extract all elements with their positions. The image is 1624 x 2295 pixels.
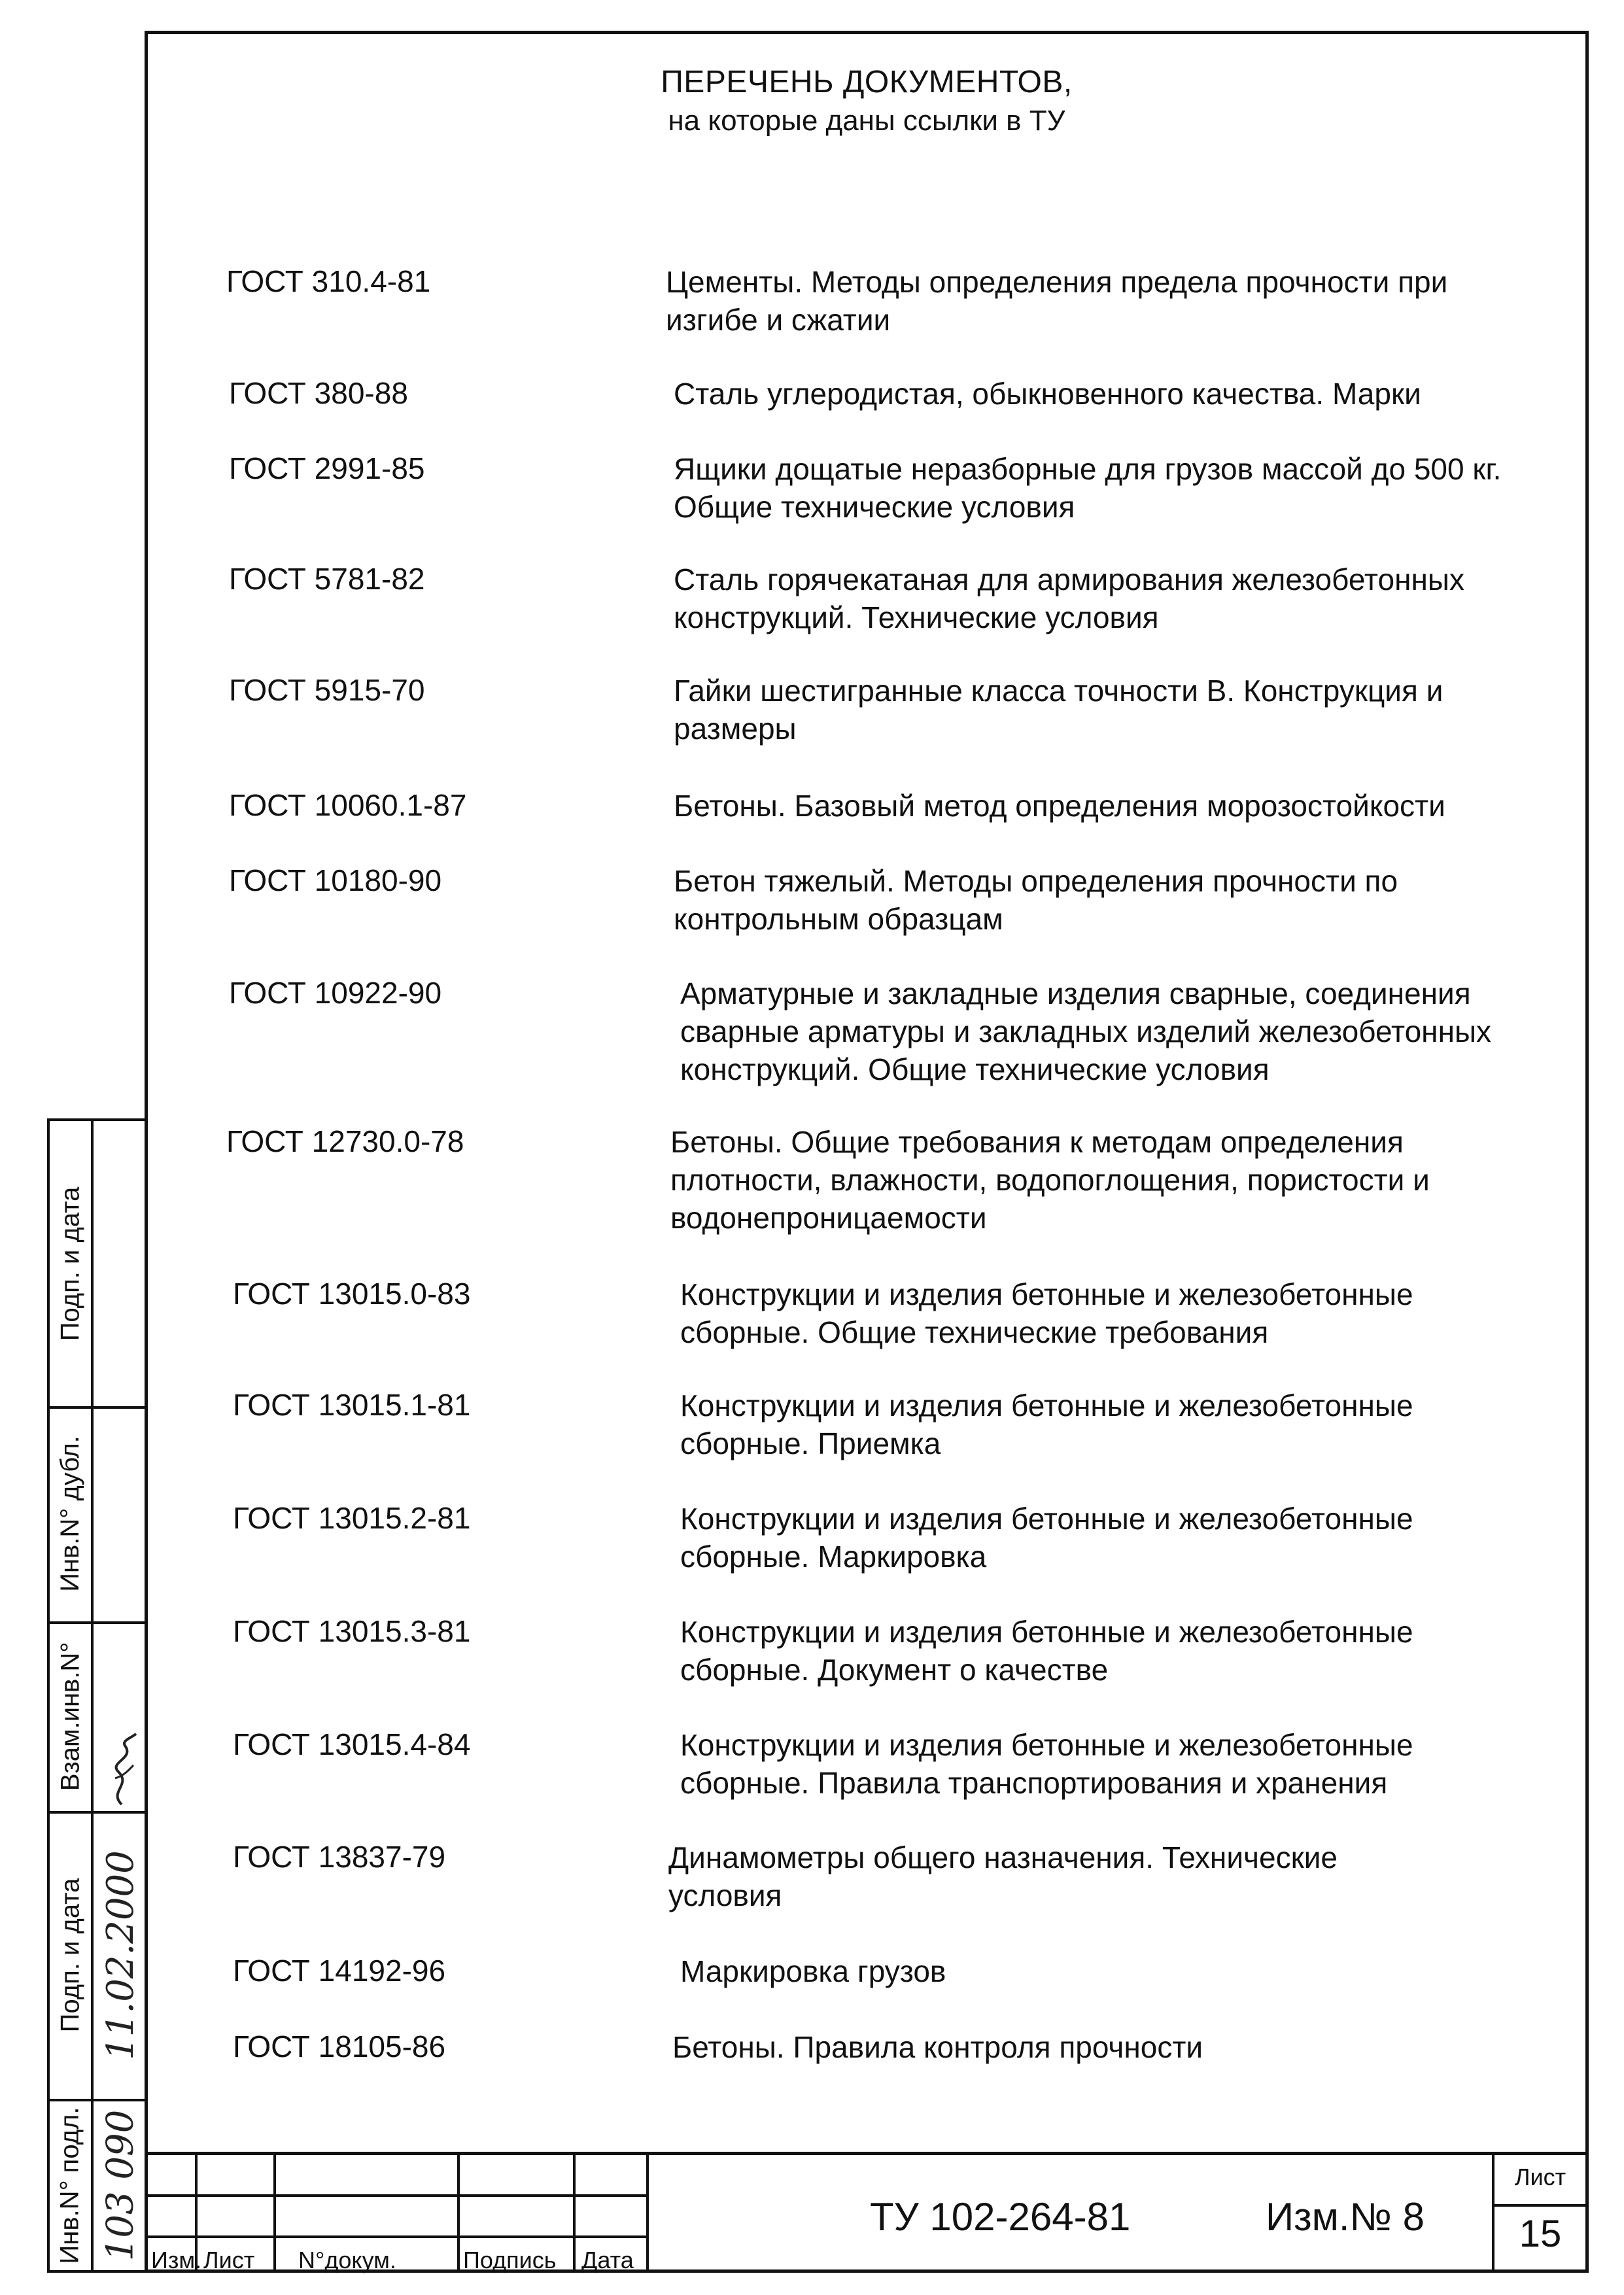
stamp-col-line [646, 2155, 649, 2273]
stamp-col-sign: Подпись [463, 2247, 557, 2273]
document-title: Бетон тяжелый. Методы определения прочности по контрольным образцам [674, 864, 1398, 936]
document-title: Цементы. Методы определения предела прочности при изгибе и сжатии [666, 265, 1448, 337]
document-title: Арматурные и закладные изделия сварные, соединения сварные арматуры и закладных изделий железобетонных конструкций. Общие технические условия [680, 976, 1492, 1086]
document-code: ГОСТ 380-88 [229, 376, 408, 410]
stamp-col-line [573, 2155, 576, 2273]
page-title: ПЕРЕЧЕНЬ ДОКУМЕНТОВ, [661, 65, 1073, 99]
side-label-inv-dubl: Инв.N° дубл. [56, 1436, 84, 1592]
side-label-vzam-inv: Взам.инв.N° [56, 1642, 84, 1791]
document-code: ГОСТ 5781-82 [229, 562, 425, 596]
document-title: Бетоны. Общие требования к методам определения плотности, влажности, водопоглощения, пористости и водонепроницаемости [670, 1125, 1430, 1235]
document-code: ГОСТ 13015.0-83 [233, 1277, 471, 1311]
side-label-sign-date-2: Подп. и дата [56, 1878, 84, 2032]
document-title: Конструкции и изделия бетонные и железобетонные сборные. Документ о качестве [680, 1615, 1413, 1687]
document-code: ГОСТ 10060.1-87 [229, 788, 467, 822]
document-code: ГОСТ 12730.0-78 [226, 1124, 464, 1158]
document-code: ГОСТ 10922-90 [229, 976, 442, 1010]
document-code: ГОСТ 10180-90 [229, 863, 442, 897]
stamp-col-list: Лист [203, 2247, 255, 2273]
signature-mark [95, 1733, 148, 1811]
document-code: ГОСТ 13837-79 [233, 1840, 446, 1874]
document-code: ГОСТ 5915-70 [229, 673, 425, 707]
document-code: ГОСТ 13015.4-84 [233, 1727, 471, 1761]
stamp-row-line [1492, 2204, 1589, 2207]
stamp-col-line [273, 2155, 276, 2273]
stamp-row-line [145, 2194, 646, 2197]
document-title: Ящики дощатые неразборные для грузов массой до 500 кг. Общие технические условия [674, 452, 1502, 524]
stamp-col-izm: Изм. [151, 2247, 202, 2273]
handwritten-inventory-number: 103 090 [99, 2109, 142, 2262]
document-code: ГОСТ 13015.3-81 [233, 1614, 471, 1648]
side-label-inv-podl: Инв.N° подл. [56, 2107, 84, 2264]
document-code: ГОСТ 14192-96 [233, 1954, 446, 1988]
page-subtitle: на которые даны ссылки в ТУ [668, 105, 1065, 137]
document-number: ТУ 102-264-81 [870, 2195, 1131, 2239]
document-title: Сталь горячекатаная для армирования железобетонных конструкций. Технические условия [674, 562, 1464, 634]
sheet-number: 15 [1519, 2213, 1562, 2255]
document-title: Сталь углеродистая, обыкновенного качества. Марки [674, 377, 1421, 411]
document-code: ГОСТ 310.4-81 [226, 264, 431, 298]
side-label-sign-date-1: Подп. и дата [56, 1186, 84, 1341]
document-title: Бетоны. Правила контроля прочности [672, 2030, 1203, 2064]
document-title: Конструкции и изделия бетонные и железобетонные сборные. Общие технические требования [680, 1277, 1413, 1349]
document-title: Конструкции и изделия бетонные и железобетонные сборные. Маркировка [680, 1502, 1413, 1574]
document-title: Бетоны. Базовый метод определения морозостойкости [674, 789, 1445, 823]
document-code: ГОСТ 2991-85 [229, 451, 425, 485]
document-code: ГОСТ 13015.2-81 [233, 1501, 471, 1535]
stamp-row-line [145, 2235, 646, 2238]
stamp-col-ndoc: N°докум. [298, 2247, 396, 2273]
sheet-label: Лист [1514, 2164, 1566, 2190]
stamp-col-date: Дата [581, 2247, 634, 2273]
side-stamp [47, 1118, 148, 2273]
stamp-col-line [457, 2155, 460, 2273]
handwritten-date: 11.02.2000 [99, 1850, 142, 2060]
document-title: Конструкции и изделия бетонные и железобетонные сборные. Правила транспортирования и хранения [680, 1728, 1413, 1800]
document-code: ГОСТ 13015.1-81 [233, 1388, 471, 1422]
revision-number: Изм.№ 8 [1266, 2195, 1425, 2239]
document-title: Динамометры общего назначения. Технические условия [668, 1840, 1338, 1912]
document-title: Гайки шестигранные класса точности В. Конструкция и размеры [674, 674, 1443, 746]
document-title: Маркировка грузов [680, 1954, 946, 1988]
document-title: Конструкции и изделия бетонные и железобетонные сборные. Приемка [680, 1389, 1413, 1460]
document-code: ГОСТ 18105-86 [233, 2029, 446, 2063]
